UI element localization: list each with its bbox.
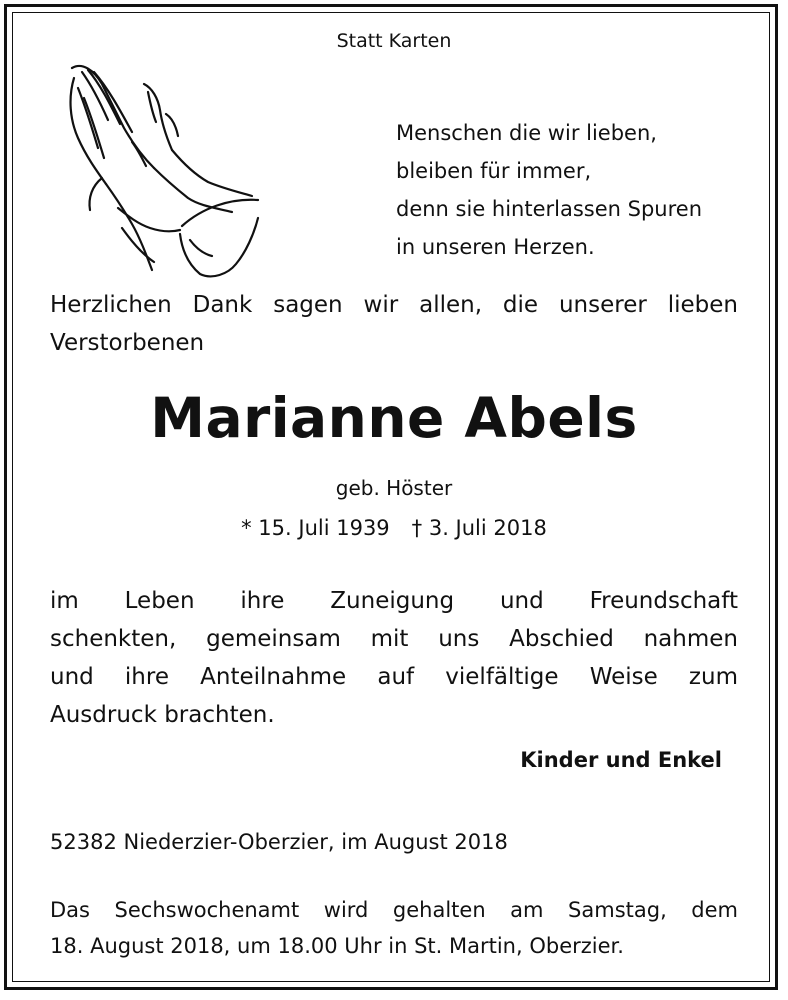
service-notice	[50, 892, 738, 964]
poem-line: denn sie hinterlassen Spuren	[396, 197, 703, 221]
death-date: † 3. Juli 2018	[411, 516, 547, 540]
intro-line: Herzlichen Dank sagen wir allen, die unserer lieben	[50, 292, 738, 318]
signature: Kinder und Enkel	[520, 748, 722, 772]
deceased-name: Marianne Abels	[150, 386, 638, 450]
praying-hands-icon	[62, 58, 262, 280]
birth-date: * 15. Juli 1939	[241, 516, 390, 540]
intro-line: Verstorbenen	[50, 330, 205, 356]
poem-line: in unseren Herzen.	[396, 235, 595, 259]
intro-text	[50, 286, 738, 362]
message-text	[50, 582, 738, 734]
life-dates	[0, 516, 788, 540]
message-line: und ihre Anteilnahme auf vielfältige Weise zum	[50, 664, 738, 690]
poem-line: Menschen die wir lieben,	[396, 121, 657, 145]
notice-line: Das Sechswochenamt wird gehalten am Samstag, dem	[50, 898, 738, 922]
notice-line: 18. August 2018, um 18.00 Uhr in St. Martin, Oberzier.	[50, 934, 624, 958]
message-line: schenkten, gemeinsam mit uns Abschied nahmen	[50, 626, 738, 652]
message-line: im Leben ihre Zuneigung und Freundschaft	[50, 588, 738, 614]
poem	[396, 114, 702, 266]
header-text: Statt Karten	[336, 30, 452, 52]
place-date: 52382 Niederzier-Oberzier, im August 2018	[50, 830, 508, 854]
poem-line: bleiben für immer,	[396, 159, 592, 183]
message-line: Ausdruck brachten.	[50, 702, 275, 728]
maiden-name: geb. Höster	[335, 476, 453, 500]
